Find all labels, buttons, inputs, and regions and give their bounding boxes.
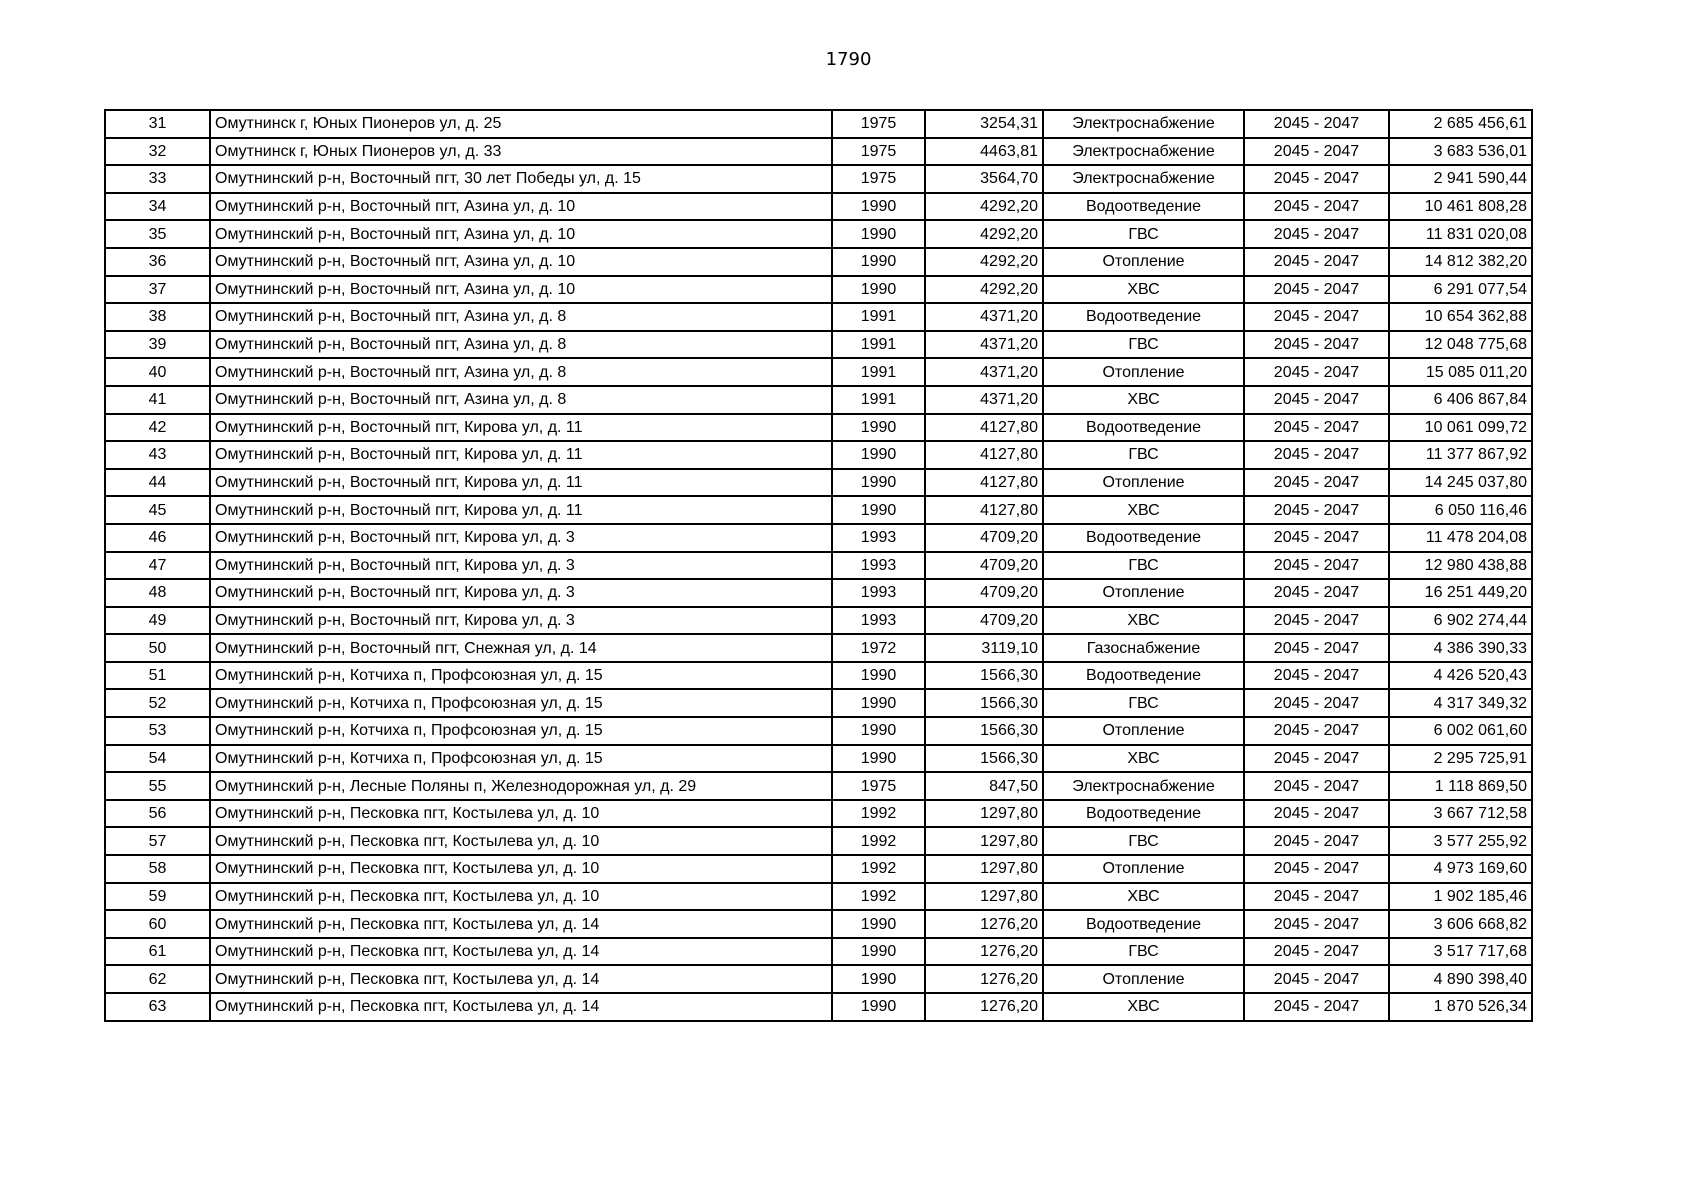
- service-type-cell: ГВС: [1043, 331, 1244, 359]
- address-cell: Омутнинский р-н, Лесные Поляны п, Железнодорожная ул, д. 29: [210, 772, 832, 800]
- address-cell: Омутнинский р-н, Восточный пгт, Снежная ул, д. 14: [210, 634, 832, 662]
- cost-cell: 11 478 204,08: [1389, 524, 1532, 552]
- area-cell: 4709,20: [925, 607, 1043, 635]
- period-cell: 2045 - 2047: [1244, 910, 1389, 938]
- cost-cell: 12 048 775,68: [1389, 331, 1532, 359]
- service-type-cell: Электроснабжение: [1043, 772, 1244, 800]
- service-type-cell: Отопление: [1043, 717, 1244, 745]
- cost-cell: 4 386 390,33: [1389, 634, 1532, 662]
- row-number: 33: [105, 165, 210, 193]
- row-number: 44: [105, 469, 210, 497]
- period-cell: 2045 - 2047: [1244, 938, 1389, 966]
- table-row: [105, 276, 1532, 304]
- row-number: 35: [105, 220, 210, 248]
- address-cell: Омутнинский р-н, Восточный пгт, Азина ул, д. 10: [210, 220, 832, 248]
- period-cell: 2045 - 2047: [1244, 800, 1389, 828]
- address-cell: Омутнинский р-н, Песковка пгт, Костылева ул, д. 14: [210, 938, 832, 966]
- address-cell: Омутнинский р-н, Восточный пгт, Кирова ул, д. 11: [210, 496, 832, 524]
- cost-cell: 1 902 185,46: [1389, 883, 1532, 911]
- address-cell: Омутнинский р-н, Восточный пгт, Кирова ул, д. 3: [210, 579, 832, 607]
- period-cell: 2045 - 2047: [1244, 276, 1389, 304]
- row-number: 61: [105, 938, 210, 966]
- service-type-cell: ХВС: [1043, 496, 1244, 524]
- period-cell: 2045 - 2047: [1244, 138, 1389, 166]
- service-type-cell: Отопление: [1043, 579, 1244, 607]
- table-row: [105, 938, 1532, 966]
- year-cell: 1993: [832, 579, 925, 607]
- row-number: 49: [105, 607, 210, 635]
- area-cell: 4371,20: [925, 386, 1043, 414]
- area-cell: 1297,80: [925, 883, 1043, 911]
- address-cell: Омутнинский р-н, Котчиха п, Профсоюзная ул, д. 15: [210, 745, 832, 773]
- area-cell: 1297,80: [925, 800, 1043, 828]
- address-cell: Омутнинский р-н, Песковка пгт, Костылева ул, д. 10: [210, 800, 832, 828]
- table-row: [105, 662, 1532, 690]
- year-cell: 1992: [832, 827, 925, 855]
- area-cell: 4709,20: [925, 552, 1043, 580]
- period-cell: 2045 - 2047: [1244, 386, 1389, 414]
- table-row: [105, 220, 1532, 248]
- period-cell: 2045 - 2047: [1244, 855, 1389, 883]
- period-cell: 2045 - 2047: [1244, 331, 1389, 359]
- year-cell: 1990: [832, 276, 925, 304]
- service-type-cell: ГВС: [1043, 827, 1244, 855]
- cost-cell: 14 812 382,20: [1389, 248, 1532, 276]
- service-type-cell: Отопление: [1043, 248, 1244, 276]
- area-cell: 1566,30: [925, 745, 1043, 773]
- area-cell: 4371,20: [925, 331, 1043, 359]
- address-cell: Омутнинский р-н, Восточный пгт, Азина ул, д. 10: [210, 248, 832, 276]
- table-row: [105, 496, 1532, 524]
- cost-cell: 6 406 867,84: [1389, 386, 1532, 414]
- table-row: [105, 138, 1532, 166]
- table-body: [105, 110, 1532, 1021]
- service-type-cell: Отопление: [1043, 469, 1244, 497]
- area-cell: 1297,80: [925, 855, 1043, 883]
- year-cell: 1992: [832, 855, 925, 883]
- year-cell: 1993: [832, 524, 925, 552]
- row-number: 55: [105, 772, 210, 800]
- table-row: [105, 165, 1532, 193]
- row-number: 47: [105, 552, 210, 580]
- row-number: 32: [105, 138, 210, 166]
- address-cell: Омутнинский р-н, Восточный пгт, Кирова ул, д. 3: [210, 607, 832, 635]
- table-row: [105, 855, 1532, 883]
- year-cell: 1975: [832, 772, 925, 800]
- period-cell: 2045 - 2047: [1244, 552, 1389, 580]
- cost-cell: 1 870 526,34: [1389, 993, 1532, 1021]
- address-cell: Омутнинск г, Юных Пионеров ул, д. 33: [210, 138, 832, 166]
- period-cell: 2045 - 2047: [1244, 717, 1389, 745]
- area-cell: 4127,80: [925, 414, 1043, 442]
- year-cell: 1990: [832, 938, 925, 966]
- address-cell: Омутнинский р-н, Восточный пгт, Азина ул, д. 10: [210, 193, 832, 221]
- table-row: [105, 993, 1532, 1021]
- period-cell: 2045 - 2047: [1244, 303, 1389, 331]
- year-cell: 1990: [832, 441, 925, 469]
- address-cell: Омутнинский р-н, Восточный пгт, Кирова ул, д. 3: [210, 552, 832, 580]
- area-cell: 1566,30: [925, 717, 1043, 745]
- table-row: [105, 607, 1532, 635]
- service-type-cell: Электроснабжение: [1043, 138, 1244, 166]
- registry-table: [104, 109, 1533, 1022]
- row-number: 42: [105, 414, 210, 442]
- period-cell: 2045 - 2047: [1244, 745, 1389, 773]
- address-cell: Омутнинский р-н, Котчиха п, Профсоюзная ул, д. 15: [210, 689, 832, 717]
- service-type-cell: ХВС: [1043, 386, 1244, 414]
- row-number: 39: [105, 331, 210, 359]
- area-cell: 1566,30: [925, 689, 1043, 717]
- row-number: 36: [105, 248, 210, 276]
- year-cell: 1990: [832, 469, 925, 497]
- cost-cell: 6 902 274,44: [1389, 607, 1532, 635]
- year-cell: 1990: [832, 414, 925, 442]
- address-cell: Омутнинский р-н, Восточный пгт, Кирова ул, д. 11: [210, 441, 832, 469]
- year-cell: 1975: [832, 165, 925, 193]
- table-row: [105, 579, 1532, 607]
- cost-cell: 16 251 449,20: [1389, 579, 1532, 607]
- row-number: 43: [105, 441, 210, 469]
- service-type-cell: ГВС: [1043, 220, 1244, 248]
- table-row: [105, 883, 1532, 911]
- year-cell: 1990: [832, 717, 925, 745]
- row-number: 63: [105, 993, 210, 1021]
- service-type-cell: ГВС: [1043, 441, 1244, 469]
- row-number: 60: [105, 910, 210, 938]
- service-type-cell: ХВС: [1043, 276, 1244, 304]
- area-cell: 1276,20: [925, 993, 1043, 1021]
- year-cell: 1993: [832, 607, 925, 635]
- area-cell: 4292,20: [925, 193, 1043, 221]
- service-type-cell: Водоотведение: [1043, 662, 1244, 690]
- cost-cell: 14 245 037,80: [1389, 469, 1532, 497]
- row-number: 38: [105, 303, 210, 331]
- row-number: 48: [105, 579, 210, 607]
- cost-cell: 3 577 255,92: [1389, 827, 1532, 855]
- area-cell: 4292,20: [925, 276, 1043, 304]
- year-cell: 1990: [832, 220, 925, 248]
- year-cell: 1991: [832, 386, 925, 414]
- area-cell: 4371,20: [925, 303, 1043, 331]
- cost-cell: 15 085 011,20: [1389, 358, 1532, 386]
- table-row: [105, 303, 1532, 331]
- address-cell: Омутнинский р-н, Восточный пгт, Азина ул, д. 8: [210, 358, 832, 386]
- row-number: 52: [105, 689, 210, 717]
- service-type-cell: Отопление: [1043, 358, 1244, 386]
- service-type-cell: Водоотведение: [1043, 303, 1244, 331]
- area-cell: 3564,70: [925, 165, 1043, 193]
- row-number: 62: [105, 965, 210, 993]
- service-type-cell: Водоотведение: [1043, 414, 1244, 442]
- table-row: [105, 634, 1532, 662]
- cost-cell: 3 517 717,68: [1389, 938, 1532, 966]
- table-row: [105, 441, 1532, 469]
- row-number: 51: [105, 662, 210, 690]
- area-cell: 847,50: [925, 772, 1043, 800]
- table-row: [105, 469, 1532, 497]
- address-cell: Омутнинский р-н, Восточный пгт, Кирова ул, д. 11: [210, 469, 832, 497]
- row-number: 59: [105, 883, 210, 911]
- row-number: 57: [105, 827, 210, 855]
- service-type-cell: ГВС: [1043, 689, 1244, 717]
- cost-cell: 11 377 867,92: [1389, 441, 1532, 469]
- cost-cell: 10 461 808,28: [1389, 193, 1532, 221]
- table-row: [105, 717, 1532, 745]
- year-cell: 1990: [832, 689, 925, 717]
- row-number: 58: [105, 855, 210, 883]
- year-cell: 1991: [832, 303, 925, 331]
- cost-cell: 6 291 077,54: [1389, 276, 1532, 304]
- row-number: 46: [105, 524, 210, 552]
- period-cell: 2045 - 2047: [1244, 634, 1389, 662]
- period-cell: 2045 - 2047: [1244, 965, 1389, 993]
- year-cell: 1992: [832, 800, 925, 828]
- service-type-cell: Отопление: [1043, 855, 1244, 883]
- cost-cell: 11 831 020,08: [1389, 220, 1532, 248]
- period-cell: 2045 - 2047: [1244, 772, 1389, 800]
- table-row: [105, 248, 1532, 276]
- service-type-cell: ГВС: [1043, 938, 1244, 966]
- table-row: [105, 772, 1532, 800]
- table-row: [105, 331, 1532, 359]
- row-number: 56: [105, 800, 210, 828]
- year-cell: 1990: [832, 993, 925, 1021]
- table-row: [105, 910, 1532, 938]
- area-cell: 1276,20: [925, 938, 1043, 966]
- service-type-cell: ХВС: [1043, 745, 1244, 773]
- address-cell: Омутнинский р-н, Песковка пгт, Костылева ул, д. 10: [210, 855, 832, 883]
- service-type-cell: Газоснабжение: [1043, 634, 1244, 662]
- period-cell: 2045 - 2047: [1244, 358, 1389, 386]
- row-number: 54: [105, 745, 210, 773]
- cost-cell: 1 118 869,50: [1389, 772, 1532, 800]
- page-number: 1790: [825, 49, 872, 70]
- service-type-cell: Водоотведение: [1043, 193, 1244, 221]
- area-cell: 1297,80: [925, 827, 1043, 855]
- period-cell: 2045 - 2047: [1244, 579, 1389, 607]
- year-cell: 1972: [832, 634, 925, 662]
- service-type-cell: Отопление: [1043, 965, 1244, 993]
- period-cell: 2045 - 2047: [1244, 469, 1389, 497]
- cost-cell: 2 685 456,61: [1389, 110, 1532, 138]
- area-cell: 4292,20: [925, 248, 1043, 276]
- address-cell: Омутнинский р-н, Песковка пгт, Костылева ул, д. 14: [210, 993, 832, 1021]
- area-cell: 4463,81: [925, 138, 1043, 166]
- service-type-cell: Водоотведение: [1043, 524, 1244, 552]
- area-cell: 3119,10: [925, 634, 1043, 662]
- area-cell: 4709,20: [925, 579, 1043, 607]
- row-number: 45: [105, 496, 210, 524]
- service-type-cell: Электроснабжение: [1043, 165, 1244, 193]
- address-cell: Омутнинский р-н, Песковка пгт, Костылева ул, д. 14: [210, 910, 832, 938]
- year-cell: 1990: [832, 248, 925, 276]
- service-type-cell: Водоотведение: [1043, 800, 1244, 828]
- table-row: [105, 689, 1532, 717]
- address-cell: Омутнинск г, Юных Пионеров ул, д. 25: [210, 110, 832, 138]
- address-cell: Омутнинский р-н, Восточный пгт, Кирова ул, д. 11: [210, 414, 832, 442]
- service-type-cell: Электроснабжение: [1043, 110, 1244, 138]
- row-number: 53: [105, 717, 210, 745]
- table-row: [105, 386, 1532, 414]
- area-cell: 1276,20: [925, 910, 1043, 938]
- cost-cell: 3 667 712,58: [1389, 800, 1532, 828]
- cost-cell: 4 973 169,60: [1389, 855, 1532, 883]
- service-type-cell: ХВС: [1043, 883, 1244, 911]
- row-number: 37: [105, 276, 210, 304]
- address-cell: Омутнинский р-н, Котчиха п, Профсоюзная ул, д. 15: [210, 717, 832, 745]
- period-cell: 2045 - 2047: [1244, 662, 1389, 690]
- cost-cell: 6 050 116,46: [1389, 496, 1532, 524]
- period-cell: 2045 - 2047: [1244, 689, 1389, 717]
- address-cell: Омутнинский р-н, Восточный пгт, Кирова ул, д. 3: [210, 524, 832, 552]
- address-cell: Омутнинский р-н, Восточный пгт, Азина ул, д. 8: [210, 303, 832, 331]
- year-cell: 1990: [832, 965, 925, 993]
- period-cell: 2045 - 2047: [1244, 165, 1389, 193]
- address-cell: Омутнинский р-н, Песковка пгт, Костылева ул, д. 10: [210, 827, 832, 855]
- cost-cell: 3 683 536,01: [1389, 138, 1532, 166]
- row-number: 50: [105, 634, 210, 662]
- table-row: [105, 414, 1532, 442]
- year-cell: 1990: [832, 745, 925, 773]
- period-cell: 2045 - 2047: [1244, 193, 1389, 221]
- cost-cell: 4 890 398,40: [1389, 965, 1532, 993]
- period-cell: 2045 - 2047: [1244, 496, 1389, 524]
- period-cell: 2045 - 2047: [1244, 524, 1389, 552]
- service-type-cell: ГВС: [1043, 552, 1244, 580]
- year-cell: 1990: [832, 496, 925, 524]
- service-type-cell: ХВС: [1043, 993, 1244, 1021]
- area-cell: 4709,20: [925, 524, 1043, 552]
- table-row: [105, 524, 1532, 552]
- cost-cell: 4 426 520,43: [1389, 662, 1532, 690]
- cost-cell: 2 295 725,91: [1389, 745, 1532, 773]
- table-row: [105, 965, 1532, 993]
- cost-cell: 4 317 349,32: [1389, 689, 1532, 717]
- period-cell: 2045 - 2047: [1244, 220, 1389, 248]
- period-cell: 2045 - 2047: [1244, 441, 1389, 469]
- period-cell: 2045 - 2047: [1244, 248, 1389, 276]
- year-cell: 1991: [832, 358, 925, 386]
- service-type-cell: ХВС: [1043, 607, 1244, 635]
- cost-cell: 2 941 590,44: [1389, 165, 1532, 193]
- address-cell: Омутнинский р-н, Песковка пгт, Костылева ул, д. 10: [210, 883, 832, 911]
- address-cell: Омутнинский р-н, Восточный пгт, Азина ул, д. 8: [210, 386, 832, 414]
- year-cell: 1993: [832, 552, 925, 580]
- row-number: 41: [105, 386, 210, 414]
- address-cell: Омутнинский р-н, Песковка пгт, Костылева ул, д. 14: [210, 965, 832, 993]
- period-cell: 2045 - 2047: [1244, 883, 1389, 911]
- cost-cell: 3 606 668,82: [1389, 910, 1532, 938]
- year-cell: 1990: [832, 662, 925, 690]
- table-row: [105, 193, 1532, 221]
- year-cell: 1975: [832, 110, 925, 138]
- area-cell: 4127,80: [925, 496, 1043, 524]
- cost-cell: 6 002 061,60: [1389, 717, 1532, 745]
- address-cell: Омутнинский р-н, Котчиха п, Профсоюзная ул, д. 15: [210, 662, 832, 690]
- year-cell: 1992: [832, 883, 925, 911]
- period-cell: 2045 - 2047: [1244, 607, 1389, 635]
- table-row: [105, 358, 1532, 386]
- year-cell: 1991: [832, 331, 925, 359]
- year-cell: 1990: [832, 910, 925, 938]
- table-row: [105, 110, 1532, 138]
- year-cell: 1975: [832, 138, 925, 166]
- area-cell: 1276,20: [925, 965, 1043, 993]
- period-cell: 2045 - 2047: [1244, 993, 1389, 1021]
- table-row: [105, 800, 1532, 828]
- period-cell: 2045 - 2047: [1244, 827, 1389, 855]
- table-row: [105, 552, 1532, 580]
- area-cell: 4127,80: [925, 441, 1043, 469]
- address-cell: Омутнинский р-н, Восточный пгт, 30 лет Победы ул, д. 15: [210, 165, 832, 193]
- area-cell: 1566,30: [925, 662, 1043, 690]
- service-type-cell: Водоотведение: [1043, 910, 1244, 938]
- address-cell: Омутнинский р-н, Восточный пгт, Азина ул, д. 10: [210, 276, 832, 304]
- address-cell: Омутнинский р-н, Восточный пгт, Азина ул, д. 8: [210, 331, 832, 359]
- area-cell: 4371,20: [925, 358, 1043, 386]
- period-cell: 2045 - 2047: [1244, 110, 1389, 138]
- year-cell: 1990: [832, 193, 925, 221]
- cost-cell: 12 980 438,88: [1389, 552, 1532, 580]
- cost-cell: 10 061 099,72: [1389, 414, 1532, 442]
- area-cell: 4127,80: [925, 469, 1043, 497]
- row-number: 40: [105, 358, 210, 386]
- table-row: [105, 827, 1532, 855]
- period-cell: 2045 - 2047: [1244, 414, 1389, 442]
- row-number: 31: [105, 110, 210, 138]
- row-number: 34: [105, 193, 210, 221]
- area-cell: 3254,31: [925, 110, 1043, 138]
- cost-cell: 10 654 362,88: [1389, 303, 1532, 331]
- table-row: [105, 745, 1532, 773]
- area-cell: 4292,20: [925, 220, 1043, 248]
